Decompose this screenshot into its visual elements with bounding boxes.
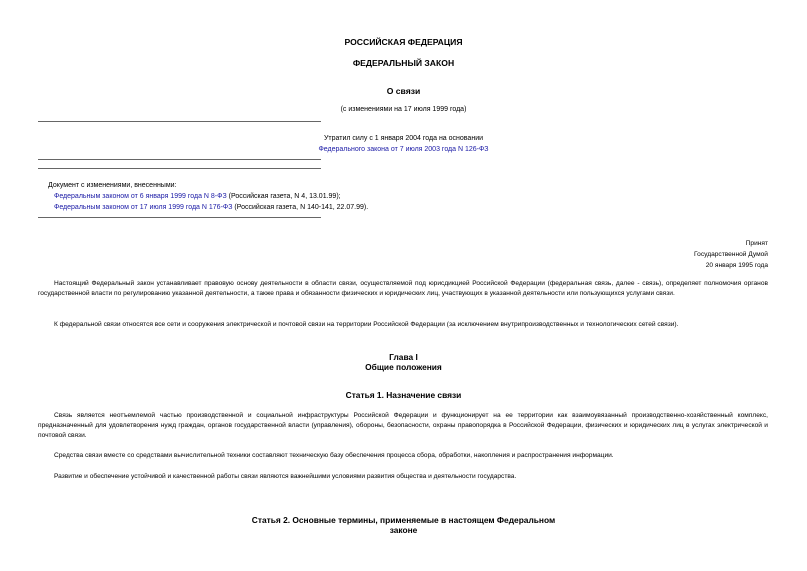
change-item-source: (Российская газета, N 140-141, 22.07.99).: [232, 204, 369, 211]
preamble-paragraph-1: Настоящий Федеральный закон устанавливает правовую основу деятельности в области связи, осуществляемой под юрисдикцией Российской Федерации (федеральная связь, далее - связь), определяет полномочия органов государственной власти по регулированию указанной деятельности, а также права и обязанности физических и юридических лиц, участвующих в указанной деятельности или пользующихся услугами связи.: [38, 280, 768, 297]
adopted-line-2: Государственной Думой: [694, 251, 768, 258]
chapter-title: Общие положения: [365, 362, 442, 372]
change-item: [54, 203, 368, 212]
change-item-source: (Российская газета, N 4, 13.01.99);: [226, 193, 341, 200]
amendments-note: (с изменениями на 17 июля 1999 года): [340, 106, 467, 113]
article-1-title: Статья 1. Назначение связи: [345, 390, 462, 400]
divider: [38, 168, 321, 169]
adopted-date: 20 января 1995 года: [705, 262, 768, 269]
repeal-law-link[interactable]: Федерального закона от 7 июля 2003 года N 126-ФЗ: [318, 146, 489, 153]
adopted-line-1: Принят: [745, 240, 768, 247]
change-item: [54, 192, 341, 201]
law-title: О связи: [386, 86, 421, 96]
article-1-paragraph-1: Связь является неотъемлемой частью производственной и социальной инфраструктуры Российской Федерации и функционирует на ее территории как взаимоувязанный производственно-хозяйственный комплекс, предназначенный для удовлетворения нужд граждан, органов государственной власти (управления), обороны, безопасности, охраны правопорядка в Российской Федерации, физических и юридических лиц в услугах электрической и почтовой связи.: [38, 412, 768, 439]
change-law-link-2[interactable]: Федеральным законом от 17 июля 1999 года N 176-ФЗ: [54, 204, 233, 211]
divider: [38, 121, 321, 122]
change-law-link-1[interactable]: Федеральным законом от 6 января 1999 года N 8-ФЗ: [54, 193, 227, 200]
country-heading: РОССИЙСКАЯ ФЕДЕРАЦИЯ: [344, 37, 463, 47]
article-1-paragraph-3: Развитие и обеспечение устойчивой и качественной работы связи являются важнейшими условиями развития общества и деятельности государства.: [54, 473, 517, 480]
article-2-title-continued: законе: [389, 525, 418, 535]
repeal-text: Утратил силу с 1 января 2004 года на основании: [323, 135, 484, 142]
preamble-paragraph-2: К федеральной связи относятся все сети и сооружения электрической и почтовой связи на территории Российской Федерации (за исключением внутрипроизводственных и технологических сетей связи).: [54, 321, 679, 328]
law-type-heading: ФЕДЕРАЛЬНЫЙ ЗАКОН: [352, 58, 455, 68]
changes-intro: Документ с изменениями, внесенными:: [48, 182, 177, 189]
chapter-number: Глава I: [389, 352, 418, 362]
divider: [38, 159, 321, 160]
article-1-paragraph-2: Средства связи вместе со средствами вычислительной техники составляют техническую базу обеспечения процесса сбора, обработки, накопления и распространения информации.: [54, 452, 614, 459]
article-2-title: Статья 2. Основные термины, применяемые в настоящем Федеральном: [251, 515, 556, 525]
divider: [38, 217, 321, 218]
